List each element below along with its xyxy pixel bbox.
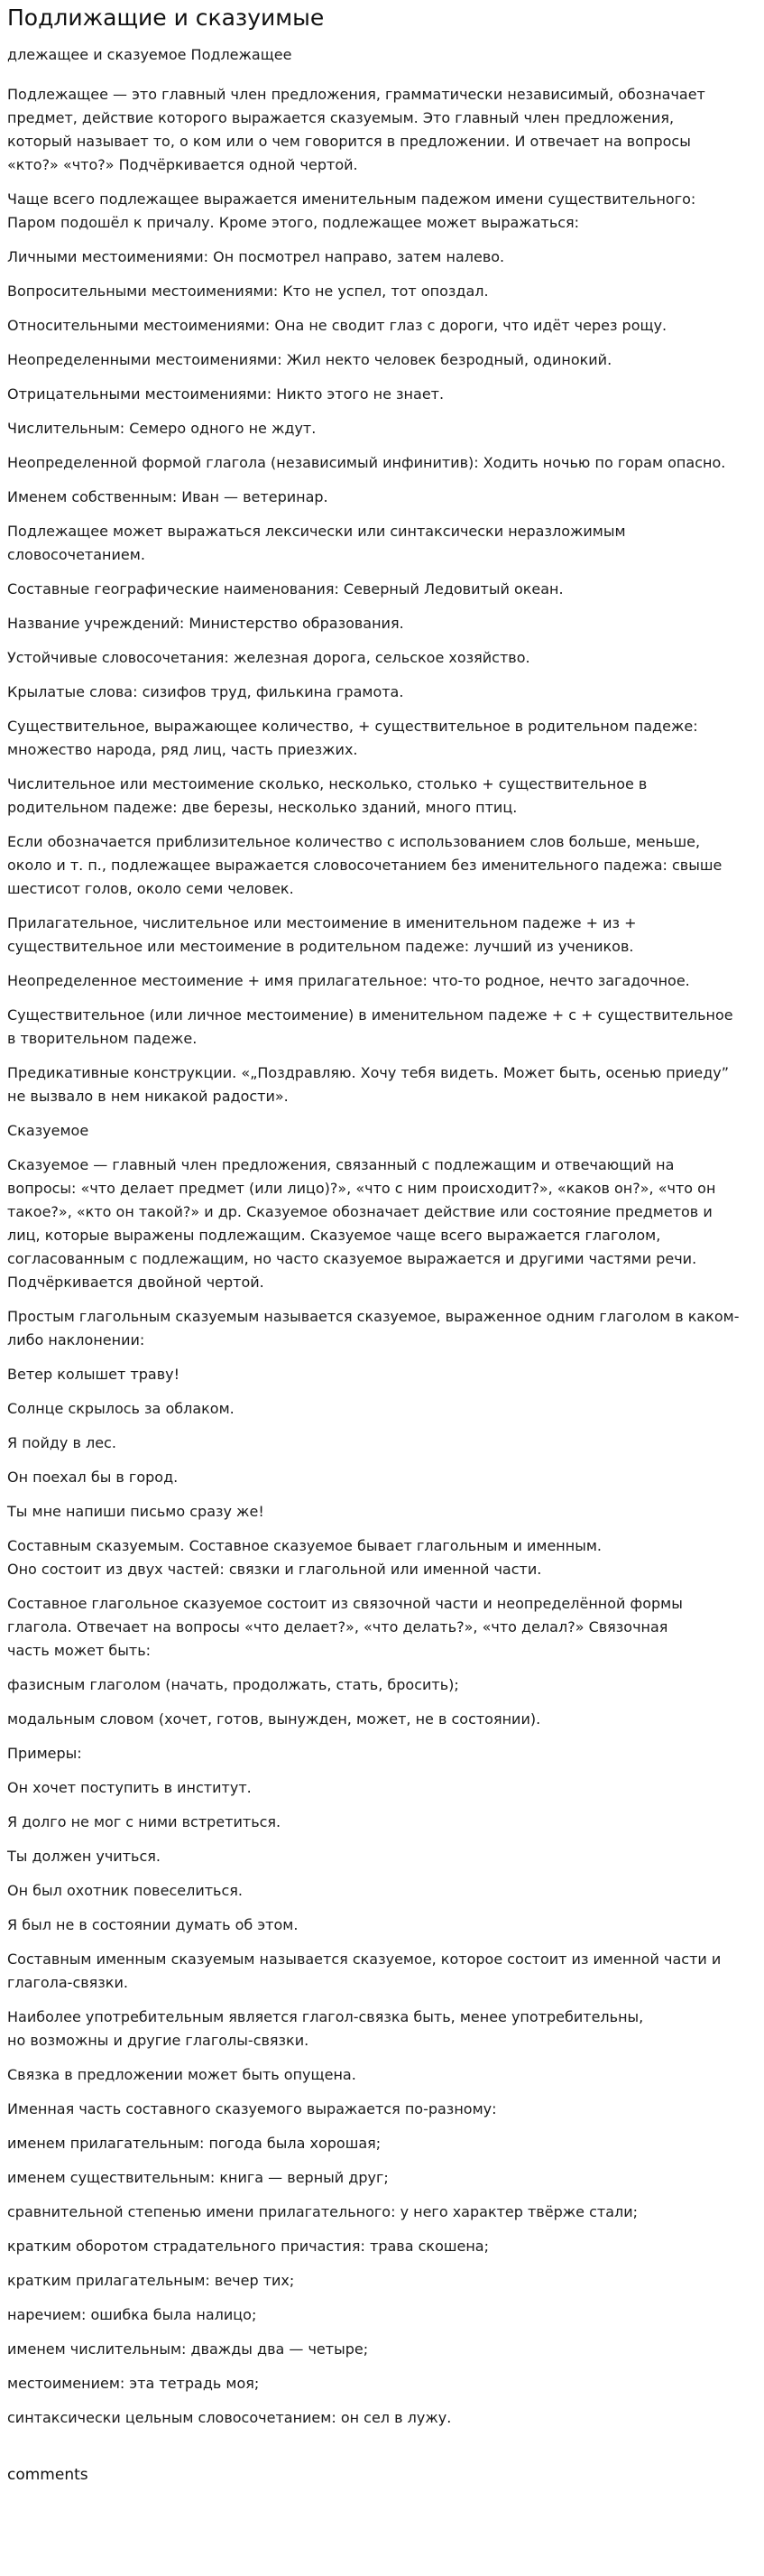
paragraph: Числительное или местоимение сколько, несколько, столько + существительное в родительном падеже: две березы, несколько зданий, много птиц. bbox=[7, 775, 648, 816]
paragraph: кратким прилагательным: вечер тих; bbox=[7, 2272, 295, 2289]
paragraph: Крылатые слова: сизифов труд, филькина грамота. bbox=[7, 683, 404, 700]
paragraph: Составное глагольное сказуемое состоит из связочной части и неопределённой формы глагола. Отвечает на вопросы «что делает?», «что делать?», «что делал?» Связочная часть может быть: bbox=[7, 1595, 683, 1659]
paragraph: Неопределенной формой глагола (независимый инфинитив): Ходить ночью по горам опасно. bbox=[7, 454, 726, 471]
paragraph: кратким оборотом страдательного причастия: трава скошена; bbox=[7, 2238, 489, 2255]
paragraph: Я долго не мог с ними встретиться. bbox=[7, 1813, 281, 1830]
paragraph: Солнце скрылось за облаком. bbox=[7, 1400, 235, 1417]
paragraph: Сказуемое bbox=[7, 1122, 89, 1139]
paragraph: Он был охотник повеселиться. bbox=[7, 1882, 243, 1899]
comments-link[interactable]: comments bbox=[7, 2466, 88, 2484]
paragraph: именем числительным: дважды два — четыре; bbox=[7, 2340, 369, 2358]
paragraph: Сказуемое — главный член предложения, связанный с подлежащим и отвечающий на вопросы: «что делает предмет (или лицо)?», «что с ним происходит?», «каков он?», «что он такое?», «кто он такой?» и др. Сказуемое обозначает действие или состояние предметов и лиц, которые выражены подлежащим. Сказуемое чаще всего выражается глаголом, согласованным с подлежащим, но часто сказуемое выражается и другими частями речи. Подчёркивается двойной чертой. bbox=[7, 1156, 716, 1291]
paragraph: Ты мне напиши письмо сразу же! bbox=[7, 1503, 264, 1520]
paragraph: синтаксически цельным словосочетанием: он сел в лужу. bbox=[7, 2409, 452, 2426]
paragraph: Составные географические наименования: Северный Ледовитый океан. bbox=[7, 580, 564, 598]
paragraph: Он хочет поступить в институт. bbox=[7, 1779, 252, 1796]
paragraph: Чаще всего подлежащее выражается именительным падежом имени существительного: Паром подошёл к причалу. Кроме этого, подлежащее может выражаться: bbox=[7, 190, 696, 231]
paragraph: Неопределенными местоимениями: Жил некто человек безродный, одинокий. bbox=[7, 351, 612, 368]
paragraph: Название учреждений: Министерство образования. bbox=[7, 615, 404, 632]
paragraph: Составным именным сказуемым называется сказуемое, которое состоит из именной части и глагола-связки. bbox=[7, 1951, 722, 1991]
paragraph: Предикативные конструкции. «„Поздравляю. Хочу тебя видеть. Может быть, осенью приеду” не вызвало в нем никакой радости». bbox=[7, 1064, 730, 1105]
paragraph: именем существительным: книга — верный друг; bbox=[7, 2169, 389, 2186]
paragraph: Существительное (или личное местоимение) в именительном падеже + с + существительное в творительном падеже. bbox=[7, 1006, 733, 1047]
paragraph: Неопределенное местоимение + имя прилагательное: что-то родное, нечто загадочное. bbox=[7, 972, 690, 989]
paragraph: Наиболее употребительным является глагол-связка быть, менее употребительны, но возможны и другие глаголы-связки. bbox=[7, 2008, 644, 2049]
paragraph: Я пойду в лес. bbox=[7, 1434, 116, 1451]
paragraph: Относительными местоимениями: Она не сводит глаз с дороги, что идёт через рощу. bbox=[7, 317, 667, 334]
paragraph: Числительным: Семеро одного не ждут. bbox=[7, 420, 317, 437]
paragraph: Именная часть составного сказуемого выражается по-разному: bbox=[7, 2100, 497, 2117]
paragraph: Отрицательными местоимениями: Никто этого не знает. bbox=[7, 385, 445, 403]
paragraph: модальным словом (хочет, готов, вынужден, может, не в состоянии). bbox=[7, 1710, 541, 1728]
paragraph: именем прилагательным: погода была хорошая; bbox=[7, 2135, 382, 2152]
article-subtitle: длежащее и сказуемое Подлежащее bbox=[7, 46, 292, 63]
paragraph: Прилагательное, числительное или местоимение в именительном падеже + из + существительное или местоимение в родительном падеже: лучший из учеников. bbox=[7, 914, 637, 955]
paragraph: наречием: ошибка была налицо; bbox=[7, 2306, 257, 2323]
article-body bbox=[7, 83, 742, 2430]
paragraph: Подлежащее — это главный член предложения, грамматически независимый, обозначает предмет, действие которого выражается сказуемым. Это главный член предложения, который называет то, о ком или о чем говорится в предложении. И отвечает на вопросы «кто?» «что?» Подчёркивается одной чертой. bbox=[7, 86, 705, 173]
paragraph: Устойчивые словосочетания: железная дорога, сельское хозяйство. bbox=[7, 649, 530, 666]
page-title: Подлижащие и сказуимые bbox=[7, 5, 325, 31]
paragraph: Если обозначается приблизительное количество с использованием слов больше, меньше, около и т. п., подлежащее выражается словосочетанием без именительного падежа: свыше шестисот голов, около семи человек. bbox=[7, 833, 723, 897]
paragraph: Он поехал бы в город. bbox=[7, 1469, 179, 1486]
paragraph: Составным сказуемым. Составное сказуемое бывает глагольным и именным. Оно состоит из двух частей: связки и глагольной или именной части. bbox=[7, 1537, 602, 1578]
paragraph: сравнительной степенью имени прилагательного: у него характер твёрже стали; bbox=[7, 2203, 639, 2220]
paragraph: Личными местоимениями: Он посмотрел направо, затем налево. bbox=[7, 248, 505, 265]
paragraph: Именем собственным: Иван — ветеринар. bbox=[7, 488, 328, 505]
paragraph: Примеры: bbox=[7, 1745, 82, 1762]
paragraph: Подлежащее может выражаться лексически или синтаксически неразложимым словосочетанием. bbox=[7, 523, 626, 563]
paragraph: Ветер колышет траву! bbox=[7, 1366, 180, 1383]
paragraph: фазисным глаголом (начать, продолжать, стать, бросить); bbox=[7, 1676, 459, 1693]
paragraph: Вопросительными местоимениями: Кто не успел, тот опоздал. bbox=[7, 283, 489, 300]
paragraph: Существительное, выражающее количество, + существительное в родительном падеже: множество народа, ряд лиц, часть приезжих. bbox=[7, 718, 698, 758]
paragraph: Простым глагольным сказуемым называется сказуемое, выраженное одним глаголом в каком-либо наклонении: bbox=[7, 1308, 740, 1348]
paragraph: Ты должен учиться. bbox=[7, 1848, 161, 1865]
paragraph: Я был не в состоянии думать об этом. bbox=[7, 1916, 299, 1933]
paragraph: местоимением: эта тетрадь моя; bbox=[7, 2375, 260, 2392]
paragraph: Связка в предложении может быть опущена. bbox=[7, 2066, 356, 2083]
